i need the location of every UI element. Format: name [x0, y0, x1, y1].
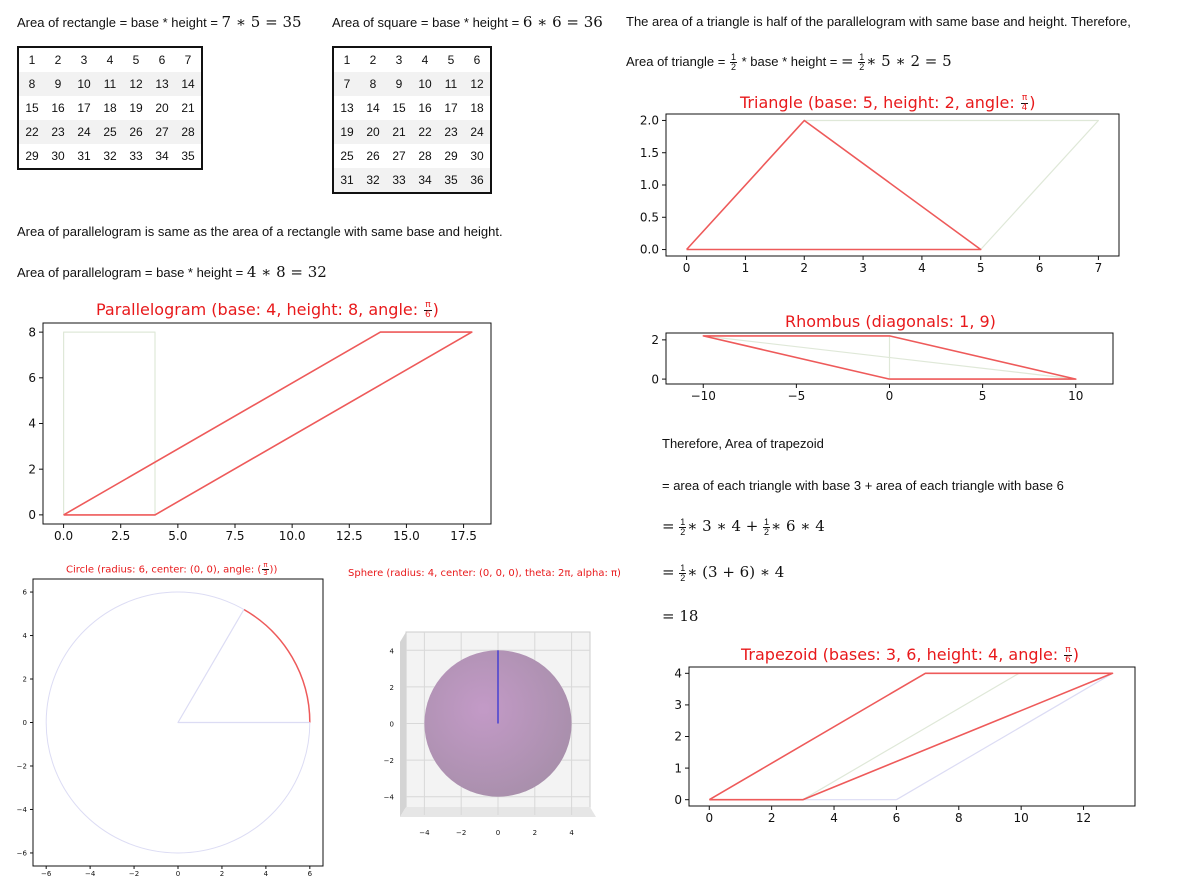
- square-grid-cell: 16: [418, 101, 432, 115]
- y-tick-label: 2: [651, 333, 659, 348]
- x-tick-label: 7: [1094, 261, 1103, 275]
- rectangle-grid-cell: 25: [97, 120, 123, 144]
- rectangle-grid-cell: 18: [103, 101, 117, 115]
- circle-arc: [244, 610, 310, 723]
- trapezoid-line1: = area of each triangle with base 3 + area of each triangle with base 6: [662, 478, 1064, 493]
- square-grid-cell: 28: [418, 149, 432, 163]
- x-tick-label: 12.5: [335, 529, 363, 543]
- rectangle-grid-cell: 27: [149, 120, 175, 144]
- y-tick-label: 8: [28, 325, 36, 340]
- x-tick-label: 4: [830, 811, 838, 825]
- x-tick-label: 10: [1068, 389, 1084, 403]
- plot-frame: [43, 323, 491, 524]
- trapezoid-line2: = $\frac{1}{2}$ ∗ 3 ∗ 4 + $\frac{1}{2}$ ∗ 6 ∗ 4: [662, 517, 825, 538]
- parallelogram-chart-title: Parallelogram (base: 4, height: 8, angle: $\frac{\pi}{6}$ ): [96, 300, 439, 320]
- square-grid-cell: 29: [444, 149, 458, 163]
- x-tick-label: 0: [705, 811, 714, 825]
- series-line-red: [64, 332, 472, 515]
- x-tick-label: −10: [690, 389, 716, 403]
- square-grid-cell: 23: [438, 120, 464, 144]
- y-tick-label: 0.5: [639, 210, 659, 225]
- series-line-green: [64, 332, 155, 515]
- square-grid-row: [333, 144, 491, 168]
- rectangle-grid-cell: 17: [77, 101, 91, 115]
- x-tick-label: 4: [918, 261, 926, 275]
- square-grid-cell: 30: [470, 149, 484, 163]
- x-tick-label: 5.0: [168, 529, 188, 543]
- square-grid-cell: 3: [395, 53, 403, 67]
- square-grid-cell: 31: [333, 168, 360, 193]
- x-tick-label: 8: [954, 811, 963, 825]
- x-tick-label: 10.0: [278, 529, 306, 543]
- rectangle-grid-row: [18, 47, 202, 72]
- y-tick-label: −4: [383, 793, 394, 802]
- y-tick-label: 4: [28, 416, 36, 431]
- x-tick-label: 4: [569, 829, 574, 837]
- y-tick-label: 4: [674, 666, 682, 681]
- square-grid-row: [333, 47, 491, 72]
- y-tick-label: 0: [651, 372, 659, 387]
- x-tick-label: 7.5: [225, 529, 245, 543]
- square-grid-cell: 24: [464, 120, 491, 144]
- square-grid-cell: 21: [386, 120, 412, 144]
- y-tick-label: −6: [16, 849, 27, 858]
- rectangle-grid-cell: 35: [181, 149, 195, 163]
- y-tick-label: 2.0: [639, 113, 659, 128]
- triangle-intro-text: The area of a triangle is half of the parallelogram with same base and height. Therefore,: [626, 14, 1131, 29]
- rectangle-grid-cell: 24: [71, 120, 97, 144]
- square-grid-cell: 27: [392, 149, 406, 163]
- y-tick-label: −4: [16, 805, 27, 814]
- rectangle-grid-cell: 16: [51, 101, 65, 115]
- rectangle-grid-cell: 14: [175, 72, 202, 96]
- x-tick-label: 2: [219, 870, 225, 878]
- y-tick-label: −2: [383, 757, 394, 766]
- rhombus-chart-title: Rhombus (diagonals: 1, 9): [785, 312, 996, 331]
- x-tick-label: 3: [859, 261, 867, 275]
- square-grid-cell: 32: [360, 168, 386, 193]
- y-tick-label: 4: [389, 647, 394, 656]
- x-tick-label: 0.0: [54, 529, 74, 543]
- x-tick-label: 6: [1035, 261, 1044, 275]
- y-tick-label: 2: [28, 462, 36, 477]
- rectangle-grid-cell: 2: [54, 53, 62, 67]
- square-grid-cell: 35: [438, 168, 464, 193]
- rectangle-grid-cell: 21: [181, 101, 195, 115]
- x-tick-label: 6: [892, 811, 901, 825]
- rectangle-grid-cell: 20: [155, 101, 169, 115]
- series-line-green: [803, 673, 1019, 799]
- rectangle-grid-cell: 15: [25, 101, 39, 115]
- square-grid-cell: 22: [412, 120, 438, 144]
- parallelogram-area-text: Area of parallelogram = base * height = 4 ∗ 8 = 32: [17, 263, 327, 281]
- sphere-chart-title: Sphere (radius: 4, center: (0, 0, 0), theta: 2π, alpha: π): [348, 568, 621, 579]
- series-line-green: [804, 121, 1098, 250]
- trapezoid-chart: [674, 666, 1135, 825]
- sphere-chart: [383, 632, 590, 837]
- rectangle-grid-cell: 7: [184, 53, 192, 67]
- square-grid-cell: 5: [447, 53, 455, 67]
- rectangle-grid-cell: 30: [51, 149, 65, 163]
- square-grid-cell: 19: [333, 120, 360, 144]
- rectangle-grid-row: [18, 120, 202, 144]
- x-tick-label: −5: [787, 389, 806, 403]
- x-tick-label: 0: [495, 829, 501, 837]
- y-tick-label: 3: [674, 698, 682, 713]
- series-line-blue: [178, 610, 310, 723]
- square-grid-cell: 25: [340, 149, 354, 163]
- x-tick-label: 1: [741, 261, 750, 275]
- square-grid-cell: 12: [464, 72, 491, 96]
- square-grid-cell: 6: [473, 53, 481, 67]
- rectangle-grid-cell: 11: [97, 72, 123, 96]
- triangle-area-text: Area of triangle = $\frac{1}{2}$ * base * height = = $\frac{1}{2}$ ∗ 5 ∗ 2 = 5: [626, 52, 952, 73]
- y-tick-label: 2: [674, 729, 682, 744]
- y-tick-label: 0: [22, 718, 27, 727]
- triangle-chart: [639, 113, 1119, 275]
- rectangle-grid-cell: 28: [175, 120, 202, 144]
- x-tick-label: 17.5: [450, 529, 477, 543]
- x-tick-label: −2: [128, 870, 140, 878]
- rectangle-grid-cell: 33: [129, 149, 143, 163]
- square-grid-cell: 15: [392, 101, 406, 115]
- square-grid-cell: 20: [360, 120, 386, 144]
- y-tick-label: 1.0: [639, 178, 659, 193]
- y-tick-label: 2: [22, 675, 27, 684]
- trapezoid-chart-title: Trapezoid (bases: 3, 6, height: 4, angle: $\frac{\pi}{6}$ ): [741, 645, 1079, 665]
- y-tick-label: 4: [22, 631, 27, 640]
- rectangle-grid-cell: 5: [132, 53, 140, 67]
- x-tick-label: −4: [419, 829, 430, 837]
- parallelogram-intro-text: Area of parallelogram is same as the area of a rectangle with same base and height.: [17, 224, 503, 239]
- square-grid-row: [333, 168, 491, 193]
- rectangle-grid-cell: 9: [45, 72, 71, 96]
- square-grid-cell: 33: [386, 168, 412, 193]
- square-grid-cell: 26: [366, 149, 380, 163]
- x-tick-label: 5: [976, 261, 985, 275]
- x-tick-label: 2.5: [111, 529, 131, 543]
- square-grid-row: [333, 96, 491, 120]
- y-tick-label: 0.0: [639, 242, 659, 257]
- rectangle-grid-cell: 31: [77, 149, 91, 163]
- rectangle-grid-cell: 23: [45, 120, 71, 144]
- x-tick-label: −2: [456, 829, 467, 837]
- y-tick-label: 1.5: [639, 145, 659, 160]
- square-grid-cell: 18: [470, 101, 484, 115]
- square-grid-cell: 34: [412, 168, 438, 193]
- rectangle-grid-cell: 1: [28, 53, 36, 67]
- rectangle-grid-cell: 6: [158, 53, 166, 67]
- pane-left: [400, 632, 406, 817]
- square-grid-cell: 9: [386, 72, 412, 96]
- rectangle-area-text: Area of rectangle = base * height = 7 ∗ 5 = 35: [17, 13, 302, 31]
- rectangle-grid: [17, 46, 203, 170]
- x-tick-label: −4: [84, 870, 96, 878]
- rhombus-chart: [651, 333, 1113, 403]
- y-tick-label: 6: [28, 371, 36, 386]
- square-grid-row: [333, 72, 491, 96]
- x-tick-label: 12: [1075, 811, 1092, 825]
- square-grid-cell: 36: [464, 168, 491, 193]
- square-grid-cell: 11: [438, 72, 464, 96]
- rectangle-grid-cell: 8: [18, 72, 45, 96]
- circle-chart-title: Circle (radius: 6, center: (0, 0), angle: ( $\frac{\pi}{3}$ )): [66, 561, 278, 577]
- x-tick-label: 5: [978, 389, 987, 403]
- x-tick-label: 2: [532, 829, 538, 837]
- y-tick-label: 0: [389, 720, 394, 729]
- square-grid-cell: 2: [369, 53, 377, 67]
- y-tick-label: 0: [28, 508, 36, 523]
- trapezoid-line4: = 18: [662, 607, 699, 625]
- rectangle-grid-row: [18, 72, 202, 96]
- y-tick-label: −2: [16, 762, 27, 771]
- rectangle-grid-cell: 32: [103, 149, 117, 163]
- y-tick-label: 2: [389, 683, 394, 692]
- square-grid-cell: 8: [360, 72, 386, 96]
- circle-chart: [16, 579, 323, 878]
- square-grid: [332, 46, 492, 194]
- square-grid-row: [333, 120, 491, 144]
- square-grid-cell: 17: [444, 101, 458, 115]
- trapezoid-therefore-text: Therefore, Area of trapezoid: [662, 436, 824, 451]
- x-tick-label: 2: [800, 261, 809, 275]
- rectangle-grid-row: [18, 144, 202, 169]
- rectangle-grid-cell: 22: [18, 120, 45, 144]
- x-tick-label: 4: [263, 870, 269, 878]
- square-grid-cell: 7: [333, 72, 360, 96]
- x-tick-label: −6: [41, 870, 52, 878]
- square-area-text: Area of square = base * height = 6 ∗ 6 = 36: [332, 13, 603, 31]
- square-grid-cell: 10: [412, 72, 438, 96]
- series-line-blue: [896, 673, 1112, 799]
- triangle-chart-title: Triangle (base: 5, height: 2, angle: $\frac{\pi}{4}$ ): [740, 93, 1036, 113]
- x-tick-label: 0: [885, 389, 894, 403]
- rectangle-grid-cell: 10: [71, 72, 97, 96]
- rectangle-grid-cell: 3: [80, 53, 88, 67]
- rectangle-grid-cell: 4: [106, 53, 114, 67]
- series-line-red: [687, 121, 981, 250]
- y-tick-label: 0: [674, 792, 682, 807]
- x-tick-label: 2: [767, 811, 776, 825]
- x-tick-label: 10: [1013, 811, 1029, 825]
- parallelogram-chart: [28, 323, 491, 543]
- rectangle-grid-cell: 12: [123, 72, 149, 96]
- rectangle-grid-cell: 19: [129, 101, 143, 115]
- x-tick-label: 0: [175, 870, 181, 878]
- square-grid-cell: 14: [366, 101, 380, 115]
- y-tick-label: 6: [22, 588, 27, 597]
- rectangle-grid-row: [18, 96, 202, 120]
- rectangle-grid-cell: 34: [155, 149, 169, 163]
- x-tick-label: 0: [682, 261, 691, 275]
- x-tick-label: 15.0: [393, 529, 420, 543]
- square-grid-cell: 4: [421, 53, 429, 67]
- trapezoid-line3: = $\frac{1}{2}$ ∗ (3 + 6) ∗ 4: [662, 563, 785, 584]
- rectangle-grid-cell: 26: [123, 120, 149, 144]
- square-grid-cell: 1: [343, 53, 351, 67]
- rectangle-grid-cell: 29: [25, 149, 39, 163]
- y-tick-label: 1: [674, 761, 682, 776]
- square-grid-cell: 13: [340, 101, 354, 115]
- x-tick-label: 6: [307, 870, 313, 878]
- rectangle-grid-cell: 13: [149, 72, 175, 96]
